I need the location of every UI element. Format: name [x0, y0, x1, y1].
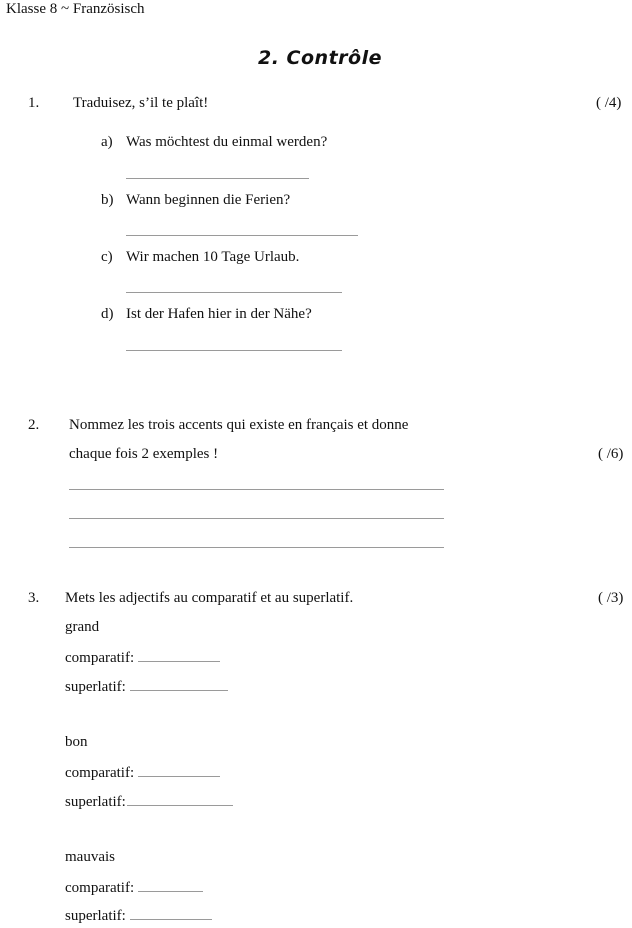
superlatif-row: [65, 677, 228, 696]
page-title: 2. Contrôle: [258, 47, 382, 69]
q3-number: 3.: [28, 590, 40, 606]
comparatif-label: comparatif:: [65, 650, 135, 666]
q2-answer-line[interactable]: [69, 547, 444, 548]
q2-answer-line[interactable]: [69, 489, 444, 490]
superlatif-row: [65, 906, 212, 925]
q1-item-text: Was möchtest du einmal werden?: [126, 134, 328, 150]
q1-number: 1.: [28, 95, 40, 111]
comparatif-field[interactable]: [138, 878, 203, 892]
comparatif-field[interactable]: [138, 648, 220, 662]
q3-points: ( /3): [598, 590, 624, 606]
q1-d-answer-line[interactable]: [126, 350, 342, 351]
q1-item-text: Wann beginnen die Ferien?: [126, 192, 291, 208]
q2-points: ( /6): [598, 446, 624, 462]
q1-c-answer-line[interactable]: [126, 292, 342, 293]
q1-item-letter: b): [101, 192, 114, 208]
superlatif-field[interactable]: [127, 792, 233, 806]
q1-b-answer-line[interactable]: [126, 235, 358, 236]
q1-item-letter: a): [101, 134, 113, 150]
comparatif-label: comparatif:: [65, 880, 135, 896]
comparatif-row: [65, 763, 220, 782]
q2-prompt-line2: chaque fois 2 exemples !: [69, 446, 219, 462]
course-header: Klasse 8 ~ Französisch: [6, 1, 145, 17]
comparatif-label: comparatif:: [65, 765, 135, 781]
q2-prompt-line1: Nommez les trois accents qui existe en français et donne: [69, 417, 409, 433]
q1-prompt: Traduisez, s’il te plaît!: [73, 95, 209, 111]
superlatif-field[interactable]: [130, 906, 212, 920]
q1-points: ( /4): [596, 95, 622, 111]
q2-number: 2.: [28, 417, 40, 433]
q3-prompt: Mets les adjectifs au comparatif et au superlatif.: [65, 590, 354, 606]
adjective-word: bon: [65, 734, 88, 750]
adjective-word: mauvais: [65, 849, 115, 865]
comparatif-row: [65, 648, 220, 667]
q2-answer-line[interactable]: [69, 518, 444, 519]
comparatif-row: [65, 878, 203, 897]
superlatif-field[interactable]: [130, 677, 228, 691]
superlatif-row: [65, 792, 233, 811]
comparatif-field[interactable]: [138, 763, 220, 777]
superlatif-label: superlatif:: [65, 794, 126, 810]
q1-a-answer-line[interactable]: [126, 178, 309, 179]
superlatif-label: superlatif:: [65, 908, 126, 924]
q1-item-letter: c): [101, 249, 113, 265]
q1-item-letter: d): [101, 306, 114, 322]
q1-item-text: Ist der Hafen hier in der Nähe?: [126, 306, 312, 322]
q1-item-text: Wir machen 10 Tage Urlaub.: [126, 249, 300, 265]
adjective-word: grand: [65, 619, 100, 635]
superlatif-label: superlatif:: [65, 679, 126, 695]
